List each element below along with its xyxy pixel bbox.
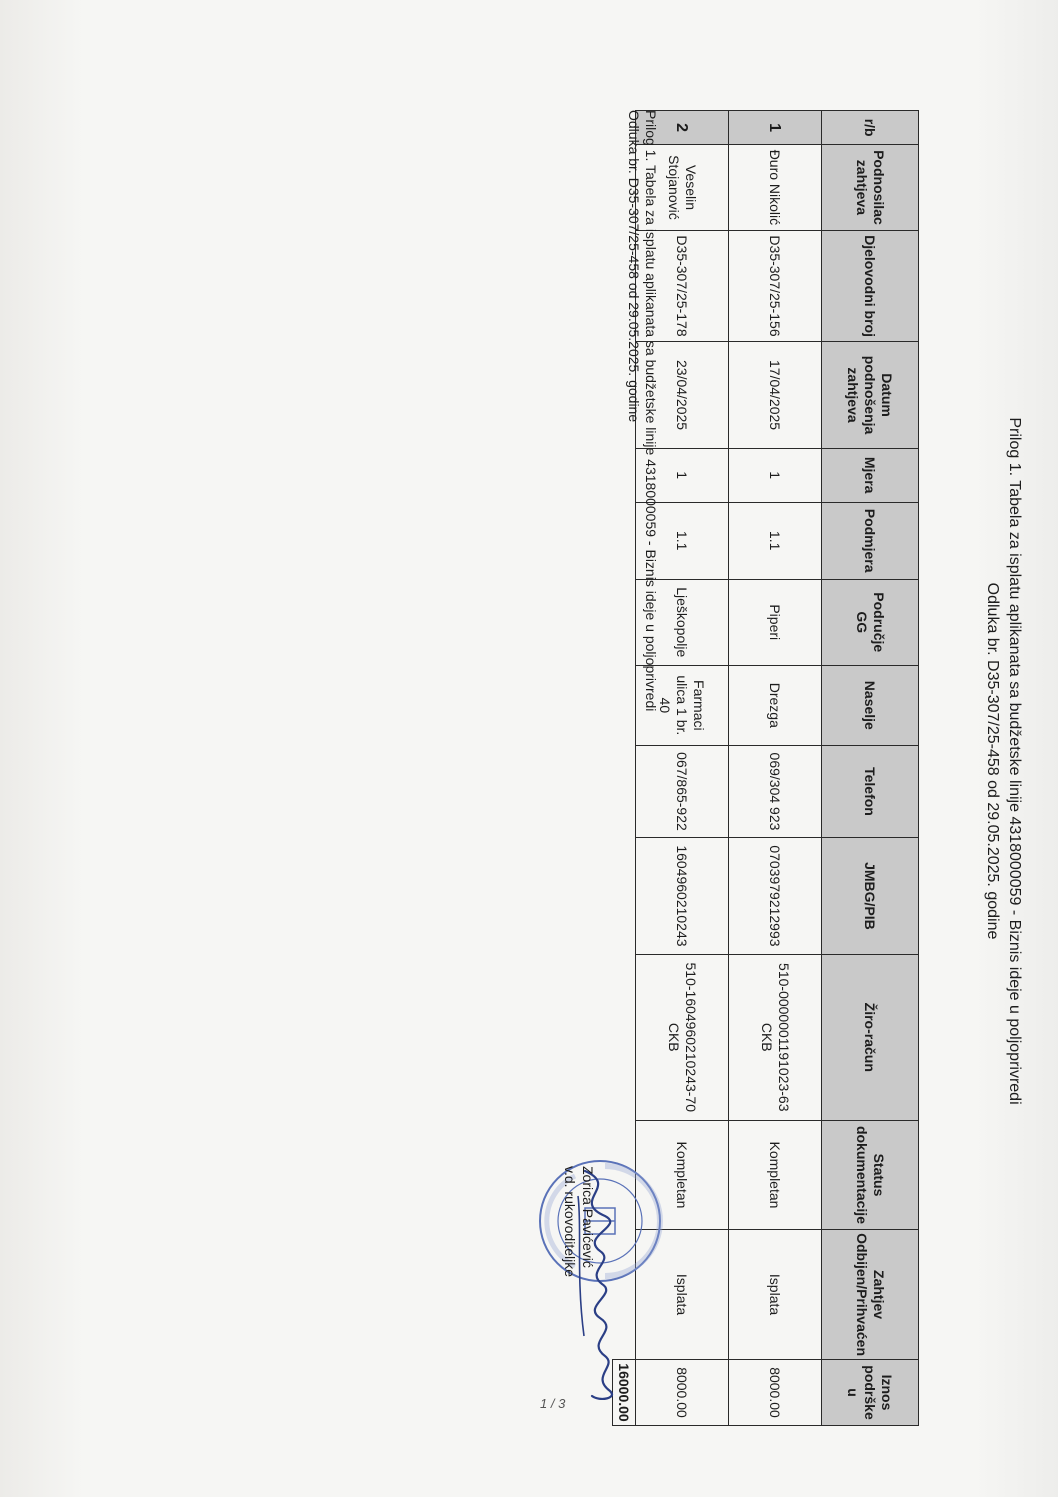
cell-jmbg: 1604960210243	[636, 838, 729, 954]
cell-iznos: 8000.00	[729, 1360, 822, 1426]
cell-mjera: 1	[636, 448, 729, 502]
cell-rb: 2	[636, 111, 729, 145]
page-number: 1 / 3	[540, 1396, 566, 1411]
header-iznos: Iznos podrške u	[822, 1360, 919, 1426]
cell-ziro: 510-1604960210243-70 CKB	[636, 954, 729, 1120]
header-mjera: Mjera	[822, 448, 919, 502]
cell-podrucje: Lješkopolje	[636, 579, 729, 665]
header-datum: Datum podnošenja zahtjeva	[822, 342, 919, 448]
cell-status: Kompletan	[729, 1120, 822, 1229]
cell-podmjera: 1.1	[729, 502, 822, 579]
cell-status: Kompletan	[636, 1120, 729, 1229]
cell-zahtjev: Isplata	[729, 1230, 822, 1360]
header-status: Status dokumentacije	[822, 1120, 919, 1229]
footnote-line-2: Odluka br. D35-307/25-458 od 29.05.2025. godine	[626, 110, 642, 423]
cell-podnosilac: Đuro Nikolić	[729, 145, 822, 230]
cell-naselje: Farmaci ulica 1 br. 40	[636, 665, 729, 745]
total-amount: 16000.00	[613, 1360, 636, 1426]
cell-naselje: Drezga	[729, 665, 822, 745]
header-telefon: Telefon	[822, 745, 919, 837]
header-naselje: Naselje	[822, 665, 919, 745]
cell-jmbg: 0703979212993	[729, 838, 822, 954]
header-ziro: Žiro-račun	[822, 954, 919, 1120]
cell-podmjera: 1.1	[636, 502, 729, 579]
footnote	[625, 110, 659, 711]
header-jmbg: JMBG/PIB	[822, 838, 919, 954]
cell-iznos: 8000.00	[636, 1360, 729, 1426]
cell-ziro: 510-0000001191023-63 CKB	[729, 954, 822, 1120]
cell-datum: 23/04/2025	[636, 342, 729, 448]
cell-podrucje: Piperi	[729, 579, 822, 665]
header-zahtjev: Zahtjev Odbijen/Prihvaćen	[822, 1230, 919, 1360]
cell-mjera: 1	[729, 448, 822, 502]
document-heading	[981, 96, 1025, 1426]
table-header-row	[822, 111, 919, 1426]
footnote-line-1: Prilog 1. Tabela za isplatu aplikanata sa budžetske linije 4318000059 - Biznis ideje u poljoprivredi	[643, 110, 659, 712]
cell-djelovodni: D35-307/25-156	[729, 230, 822, 342]
cell-telefon: 067/865-922	[636, 745, 729, 837]
heading-line-1: Prilog 1. Tabela za isplatu aplikanata sa budžetske linije 4318000059 - Biznis ideje u poljoprivredi	[1006, 417, 1023, 1105]
cell-telefon: 069/304 923	[729, 745, 822, 837]
heading-line-2: Odluka br. D35-307/25-458 od 29.05.2025. godine	[984, 582, 1001, 940]
header-podnosilac: Podnosilac zahtjeva	[822, 145, 919, 230]
signatory-role: v.d. rukovoditeljke	[562, 1166, 578, 1278]
header-podrucje: Područje GG	[822, 579, 919, 665]
cell-djelovodni: D35-307/25-178	[636, 230, 729, 342]
header-djelovodni: Djelovodni broj	[822, 230, 919, 342]
document-sheet	[85, 96, 1045, 1426]
signatory-name: Zorica Pavićević	[580, 1166, 596, 1268]
signature-block	[561, 1166, 597, 1277]
cell-podnosilac: Veselin Stojanović	[636, 145, 729, 230]
cell-datum: 17/04/2025	[729, 342, 822, 448]
header-podmjera: Podmjera	[822, 502, 919, 579]
cell-zahtjev: Isplata	[636, 1230, 729, 1360]
table-row	[729, 111, 822, 1426]
cell-rb: 1	[729, 111, 822, 145]
header-rb: r/b	[822, 111, 919, 145]
